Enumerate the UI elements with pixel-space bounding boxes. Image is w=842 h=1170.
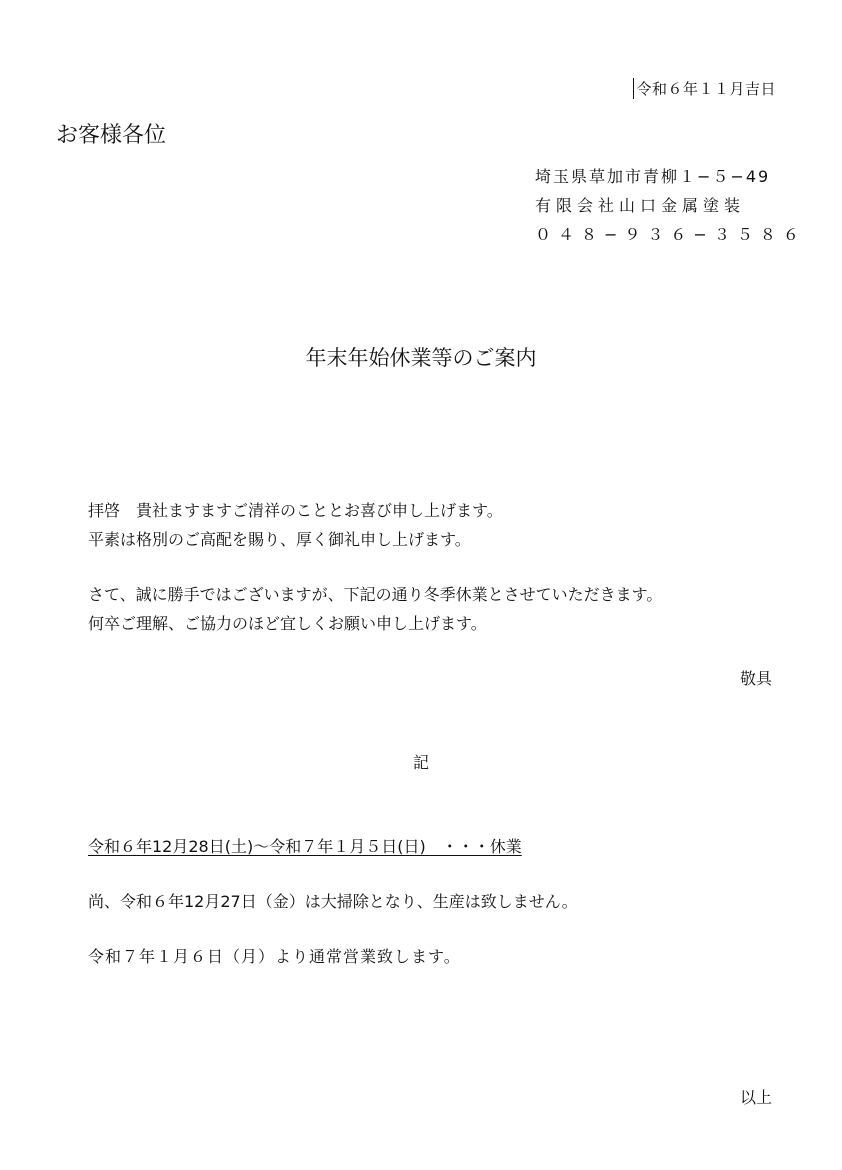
document-title: 年末年始休業等のご案内 [305,346,537,370]
sender-address: 埼玉県草加市青柳１−５−49 [535,167,771,186]
ki-heading: 記 [412,753,429,772]
greeting-line: 拝啓 貴社ますますご清祥のこととお喜び申し上げます。 [88,501,503,520]
end-ijo: 以上 [739,1088,772,1107]
greeting-line: 平素は格別のご高配を賜り、厚く御礼申し上げます。 [88,530,471,549]
sender-company: 有限会社山口金属塗装 [535,196,746,215]
closure-period: 令和６年12月28日(土)〜令和７年１月５日(日) ・・・休業 [88,837,522,856]
cleaning-day-note: 尚、令和６年12月27日（金）は大掃除となり、生産は致しません。 [88,892,578,911]
closing-keigu: 敬具 [739,669,772,688]
notice-line: さて、誠に勝手ではございますが、下記の通り冬季休業とさせていただきます。 [88,585,663,604]
resume-day-note: 令和７年１月６日（月）より通常営業致します。 [88,947,461,966]
document-date: 令和６年１１月吉日 [633,78,776,99]
greeting-paragraph [88,496,503,554]
notice-paragraph [88,580,662,638]
notice-line: 何卒ご理解、ご協力のほど宜しくお願い申し上げます。 [88,614,487,633]
sender-block [535,162,806,249]
sender-phone: ０４８−９３６−３５８６ [535,225,806,244]
addressee: お客様各位 [56,123,167,148]
